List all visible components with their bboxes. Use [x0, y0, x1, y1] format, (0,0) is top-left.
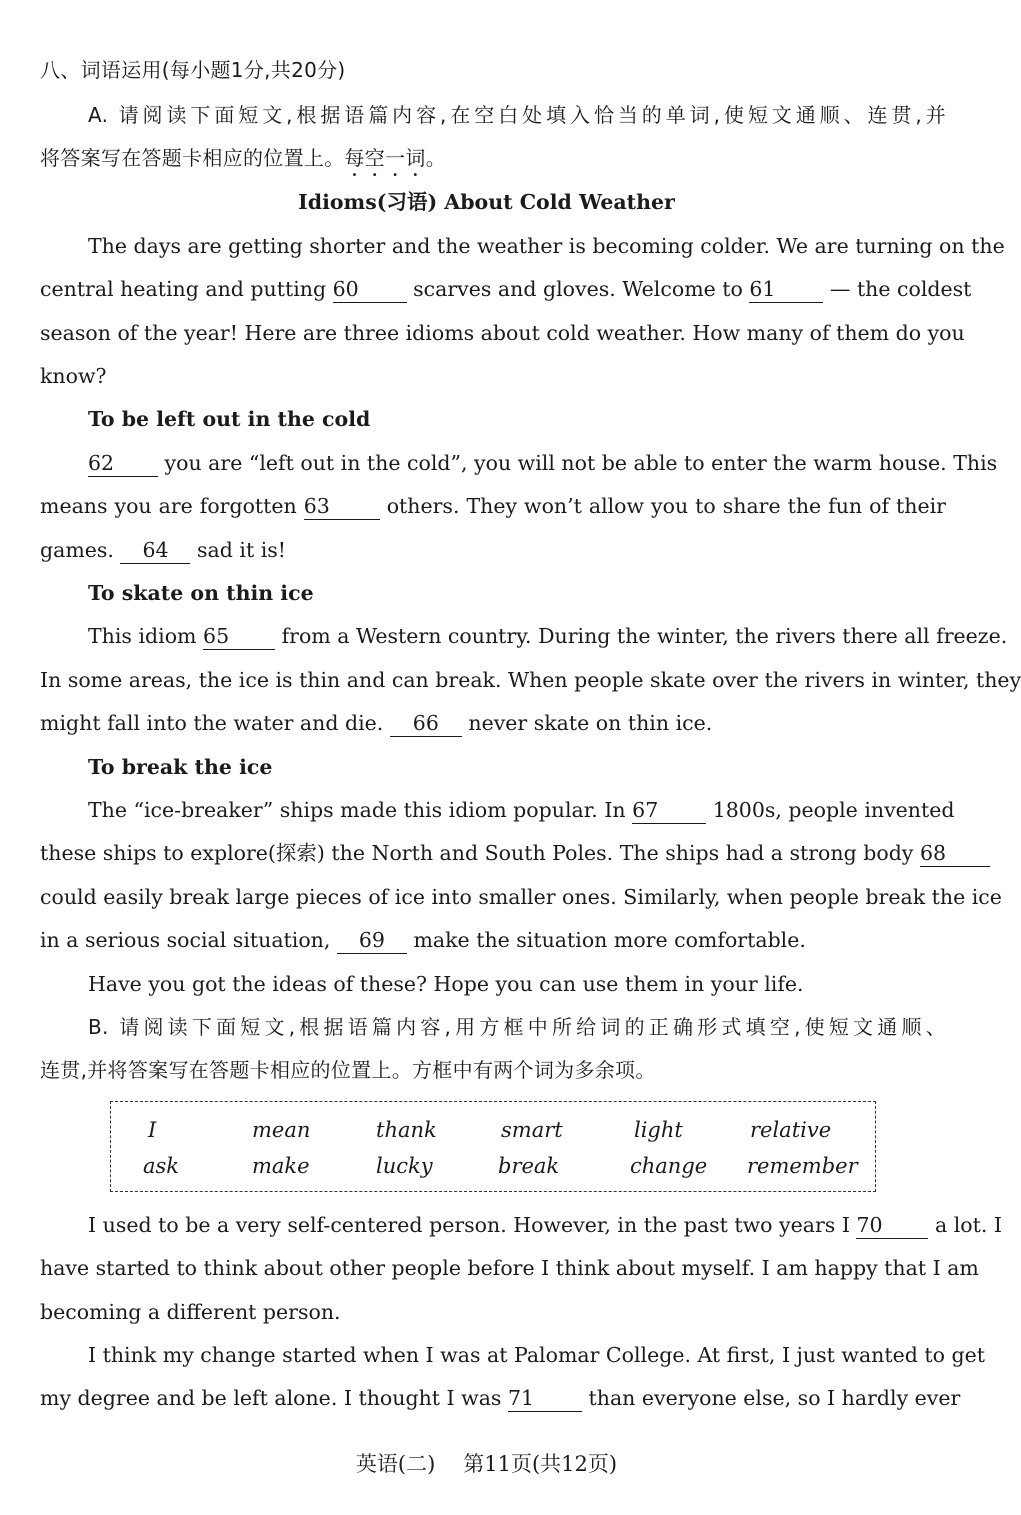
blank-63[interactable]: 63: [304, 494, 380, 520]
blank-62[interactable]: 62: [88, 451, 158, 477]
text-segment: games.: [40, 538, 114, 562]
passage-a-p3-line1: [88, 618, 1008, 654]
text-segment: in a serious social situation,: [40, 928, 331, 952]
passage-a-p2-line3: [40, 532, 946, 568]
page-footer: [0, 1447, 973, 1481]
word-box: [110, 1101, 876, 1192]
text-segment: a lot. I: [934, 1213, 1002, 1237]
passage-b-p1-line2: have started to think about other people before I think about myself. I am happy that I am: [40, 1256, 979, 1280]
word-box-item: I: [148, 1118, 157, 1142]
text-segment: these ships to explore(探索) the North and South Poles. The ships had a strong body: [40, 841, 914, 865]
word-box-item: thank: [376, 1118, 437, 1142]
text-segment: central heating and putting: [40, 277, 327, 301]
blank-70[interactable]: 70: [856, 1213, 928, 1239]
idiom-heading-2: To skate on thin ice: [88, 581, 314, 605]
blank-64[interactable]: 64: [120, 538, 190, 564]
passage-a-p4-line2: [40, 835, 946, 871]
blank-65[interactable]: 65: [203, 624, 275, 650]
text-segment: than everyone else, so I hardly ever: [588, 1386, 961, 1410]
word-box-item: mean: [252, 1118, 311, 1142]
passage-b-p2-line2: [40, 1380, 961, 1416]
instruction-a-line1: A. 请阅读下面短文,根据语篇内容,在空白处填入恰当的单词,使短文通顺、连贯,并: [88, 103, 946, 127]
passage-a-p5: Have you got the ideas of these? Hope you can use them in your life.: [88, 972, 804, 996]
passage-a-p1-line3: season of the year! Here are three idioms about cold weather. How many of them do you: [40, 321, 965, 345]
passage-b-p1-line1: [88, 1207, 1002, 1243]
text-segment: make the situation more comfortable.: [413, 928, 806, 952]
passage-a-p1-line1: The days are getting shorter and the weather is becoming colder. We are turning on the: [88, 234, 1005, 258]
word-box-item: make: [252, 1154, 310, 1178]
passage-a-p2-line2: [40, 488, 946, 524]
word-box-item: smart: [501, 1118, 563, 1142]
text-segment: The “ice-breaker” ships made this idiom popular. In: [88, 798, 626, 822]
blank-69[interactable]: 69: [337, 928, 407, 954]
passage-a-p4-line4: [40, 922, 946, 958]
blank-60[interactable]: 60: [333, 277, 407, 303]
word-box-item: light: [634, 1118, 683, 1142]
instruction-a-text: 将答案写在答题卡相应的位置上。: [40, 146, 345, 170]
word-box-item: remember: [747, 1154, 858, 1178]
text-segment: scarves and gloves. Welcome to: [413, 277, 743, 301]
passage-a-p2-line1: [88, 445, 998, 481]
word-box-item: change: [630, 1154, 708, 1178]
text-segment: sad it is!: [197, 538, 287, 562]
passage-a-p4-line3: could easily break large pieces of ice into smaller ones. Similarly, when people break the ice: [40, 885, 1002, 909]
blank-66[interactable]: 66: [390, 711, 462, 737]
blank-68[interactable]: 68: [920, 841, 990, 867]
passage-a-p1-line4: know?: [40, 364, 107, 388]
word-box-item: ask: [143, 1154, 180, 1178]
text-segment: 1800s, people invented: [712, 798, 955, 822]
passage-b-p1-line3: becoming a different person.: [40, 1300, 341, 1324]
instruction-a-line2: [40, 140, 946, 176]
idiom-heading-1: To be left out in the cold: [88, 407, 371, 431]
word-box-item: lucky: [376, 1154, 433, 1178]
instruction-b-line1: B. 请阅读下面短文,根据语篇内容,用方框中所给词的正确形式填空,使短文通顺、: [88, 1015, 946, 1039]
blank-71[interactable]: 71: [508, 1386, 582, 1412]
passage-a-p3-line3: [40, 705, 946, 741]
text-segment: This idiom: [88, 624, 197, 648]
instruction-a-end: 。: [425, 146, 447, 170]
passage-a-p3-line2: In some areas, the ice is thin and can break. When people skate over the rivers in winter, they: [40, 668, 1021, 692]
idiom-heading-3: To break the ice: [88, 755, 273, 779]
text-segment: from a Western country. During the winter, the rivers there all freeze.: [281, 624, 1008, 648]
instruction-a-emphasis: 每空一词: [344, 146, 426, 170]
passage-b-p2-line1: I think my change started when I was at Palomar College. At first, I just wanted to get: [88, 1343, 985, 1367]
passage-a-title: Idioms(习语) About Cold Weather: [298, 190, 675, 214]
instruction-b-line2: 连贯,并将答案写在答题卡相应的位置上。方框中有两个词为多余项。: [40, 1058, 656, 1082]
passage-a-p1-line2: [40, 271, 972, 307]
text-segment: — the coldest: [829, 277, 972, 301]
word-box-item: relative: [750, 1118, 832, 1142]
text-segment: others. They won’t allow you to share the fun of their: [386, 494, 946, 518]
text-segment: never skate on thin ice.: [468, 711, 713, 735]
text-segment: means you are forgotten: [40, 494, 297, 518]
blank-67[interactable]: 67: [632, 798, 706, 824]
passage-a-p4-line1: [88, 792, 955, 828]
text-segment: you are “left out in the cold”, you will not be able to enter the warm house. This: [164, 451, 998, 475]
text-segment: might fall into the water and die.: [40, 711, 384, 735]
word-box-item: break: [498, 1154, 560, 1178]
section-heading: 八、词语运用(每小题1分,共20分): [40, 58, 346, 82]
text-segment: my degree and be left alone. I thought I was: [40, 1386, 502, 1410]
blank-61[interactable]: 61: [749, 277, 823, 303]
footer-page-number: 第11页(共12页): [463, 1452, 618, 1476]
text-segment: I used to be a very self-centered person. However, in the past two years I: [88, 1213, 850, 1237]
footer-subject: 英语(二): [355, 1452, 436, 1476]
